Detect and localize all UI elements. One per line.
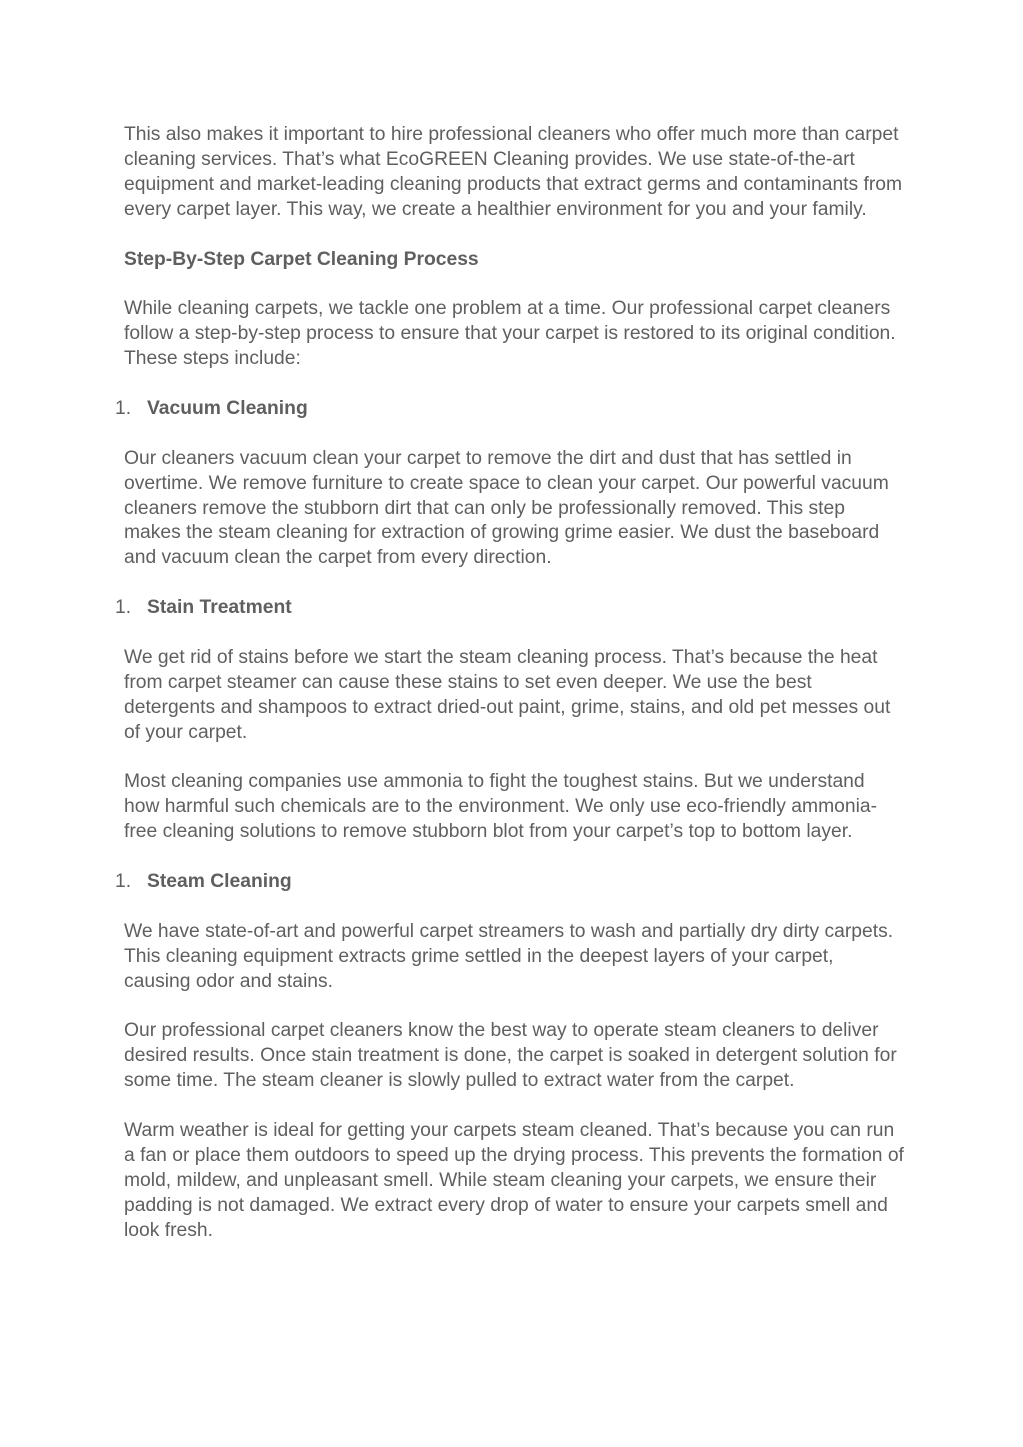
list-number: 1.: [115, 397, 132, 419]
step-heading-vacuum-cleaning: [115, 397, 904, 422]
step-paragraph: Our cleaners vacuum clean your carpet to remove the dirt and dust that has settled in overtime. We remove furniture to create space to clean your carpet. Our powerful vacuum cleaners remove the stubborn dirt that can only be professionally removed. This step makes the steam cleaning for extraction of growing grime easier. We dust the baseboard and vacuum clean the carpet from every direction.: [124, 447, 889, 569]
section-intro-paragraph: While cleaning carpets, we tackle one problem at a time. Our professional carpet cleaners follow a step-by-step process to ensure that your carpet is restored to its original condition. These steps include:: [124, 298, 896, 370]
section-heading: Step-By-Step Carpet Cleaning Process: [124, 248, 479, 270]
step-title: Stain Treatment: [147, 597, 292, 619]
step-heading-stain-treatment: [115, 596, 904, 621]
step-title: Steam Cleaning: [147, 871, 292, 893]
step-paragraph: We have state-of-art and powerful carpet streamers to wash and partially dry dirty carpets. This cleaning equipment extracts grime settled in the deepest layers of your carpet, causing odor and stains.: [124, 920, 894, 992]
list-number: 1.: [115, 597, 132, 619]
step-paragraph: We get rid of stains before we start the steam cleaning process. That’s because the heat from carpet steamer can cause these stains to set even deeper. We use the best detergents and shampoos to extract dried-out paint, grime, stains, and old pet messes out of your carpet.: [124, 646, 891, 743]
intro-paragraph: This also makes it important to hire professional cleaners who offer much more than carpet cleaning services. That’s what EcoGREEN Cleaning provides. We use state-of-the-art equipment and market-leading cleaning products that extract germs and contaminants from every carpet layer. This way, we create a healthier environment for you and your family.: [124, 124, 903, 220]
document-page: [115, 123, 904, 1269]
step-paragraph: Warm weather is ideal for getting your carpets steam cleaned. That’s because you can run a fan or place them outdoors to speed up the drying process. This prevents the formation of mold, mildew, and unpleasant smell. While steam cleaning your carpets, we ensure their padding is not damaged. We extract every drop of water to ensure your carpets smell and look fresh.: [124, 1120, 904, 1241]
step-paragraph: Most cleaning companies use ammonia to fight the toughest stains. But we understand how harmful such chemicals are to the environment. We only use eco-friendly ammonia-free cleaning solutions to remove stubborn blot from your carpet’s top to bottom layer.: [124, 771, 878, 843]
list-number: 1.: [115, 871, 132, 893]
step-heading-steam-cleaning: [115, 870, 904, 895]
step-paragraph: Our professional carpet cleaners know the best way to operate steam cleaners to deliver desired results. Once stain treatment is done, the carpet is soaked in detergent solution for some time. The steam cleaner is slowly pulled to extract water from the carpet.: [124, 1020, 897, 1092]
step-title: Vacuum Cleaning: [147, 397, 308, 419]
